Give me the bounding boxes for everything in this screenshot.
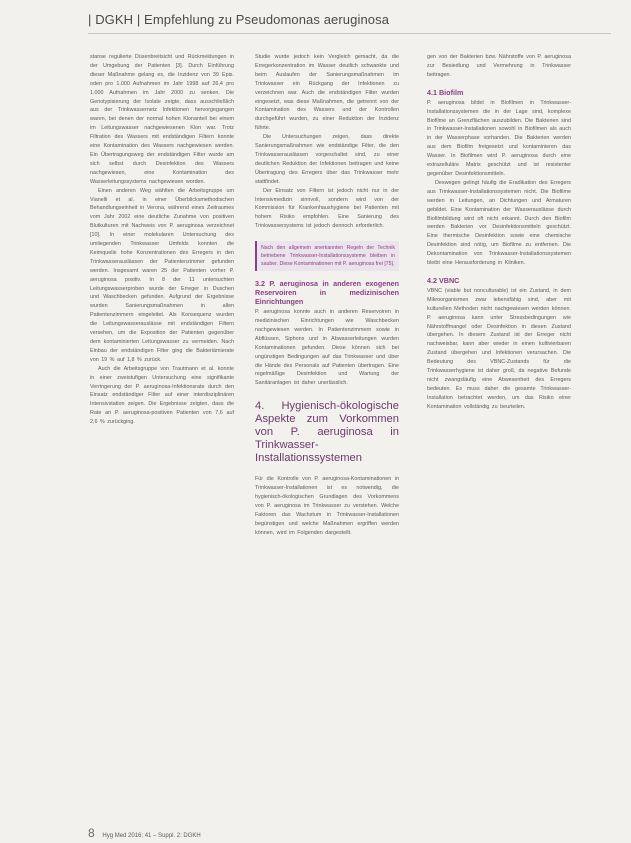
paragraph: P. aeruginosa bildet in Biofilmen in Trinkwasser-Installationssystemen die in der Lage sind, komplexe Biofilme an Grenzflächen auszubilden. Die Bakterien sind in Trinkwasser-Installationen sowohl in Biofilmen als auch in der Wasserphase vorhanden. Die Bakterien werden aus dem Biofilm freigesetzt und kontaminieren das Wasser. In Biofilmen wird P. aeruginosa durch eine extrazelluläre Matrix geschützt und ist resistenter gegenüber Desinfektionsmitteln. bbox=[427, 99, 571, 177]
header-divider bbox=[88, 33, 611, 34]
page-footer bbox=[88, 826, 201, 840]
section-heading-4-2: 4.2 VBNC bbox=[427, 275, 460, 285]
section-heading-3-2: 3.2 P. aeruginosa in anderen exogenen Reservoiren in medizinischen Einrichtungen bbox=[255, 279, 399, 307]
callout-box: Nach den allgemein anerkannten Regeln der Technik betriebene Trinkwasser-Installationssysteme bleiben in sauber. Diese Kontaminationen mit P. aeruginosa frei [75]. bbox=[255, 241, 399, 271]
column-left bbox=[90, 53, 234, 427]
page-header-title: | DGKH | Empfehlung zu Pseudomonas aeruginosa bbox=[88, 12, 390, 27]
paragraph: Einen anderen Weg wählten die Arbeitsgruppe um Vianelli et al. in einer Überblicksmethodischen Behandlungseinheit in Verona, während eines Zeitraumes vom Jahr 2002 eine deutliche Zunahme von positiven Blutkulturen mit Nachweis von P. aeruginosa verzeichnet [10]. In einer molekularen Untersuchung des umliegenden Trinkwasser Umfelds konnten die Keimquelle hohe Konzentrationen des Erregers in den Trinkwasserauslässen der Patientenzimmer gefunden werden. Insgesamt waren 25 der Patienten vorher P. aeruginosa positiv. In 8 der 11 untersuchten Leitungswasserproben wurde der Erreger in Duschen und Waschbecken gefunden. Aufgrund der Ergebnisse wurden Sanierungsmaßnahmen in allen Patientenzimmern eingeleitet. Als Konsequenz wurden die Leitungswasserauslässe mit endständigen Filtern versehen, um die Exposition der Patienten gegenüber dem kontaminierten Leitungswasser zu vermeiden. Nach Einbau der endständigen Filter ging die Bakteriämierate von 19 % auf 1,8 % zurück. bbox=[90, 187, 234, 363]
column-right bbox=[427, 53, 571, 412]
column-middle bbox=[255, 53, 399, 538]
journal-citation: Hyg Med 2016; 41 – Suppl. 2: DGKH bbox=[102, 833, 201, 839]
paragraph: Studie wurde jedoch kein Vergleich gemacht, da die Erregerkonzentration im Wasser deutlich schwankte und beim Auslaufen der Sanierungsmaßnahmen im Trinkwasser ein Rückgang der Infektionen zu verzeichnen war. Auch die endständigen Filter wurden eingesetzt, was diese Maßnahmen, die getrennt von der Kontamination des Wassers und der Kontrollen durchgeführt wurden, zu einer Reduktion der Inzidenz führte. bbox=[255, 54, 399, 132]
paragraph: Die Untersuchungen zeigen, dass direkte Sanierungsmaßnahmen wie endständige Filter, die den Trinkwasserauslässen vorgeschaltet sind, zu einer deutlichen Reduktion der Infektionen beitragen und keine Übertragung des Erregers über das Trinkwasser mehr stattfindet. bbox=[255, 134, 399, 185]
paragraph: Für die Kontrolle von P. aeruginosa-Kontaminationen in Trinkwasser-Installationen ist es notwendig, die hygienisch-ökologischen Grundlagen des Vorkommens von P. aeruginosa im Trinkwasser zu verstehen. Welche Faktoren das Wachstum in Trinkwasser-Installationen begünstigen und welche Maßnahmen ergriffen werden können, wird im Folgenden dargestellt. bbox=[255, 476, 399, 536]
page-number: 8 bbox=[88, 826, 95, 840]
paragraph: gen von der Bakterien bzw. Nährstoffe von P. aeruginosa zur Besiedlung und Vermehrung in Trinkwasser beitragen. bbox=[427, 54, 571, 78]
paragraph: Deswegen gelingt häufig die Eradikation des Erregers aus Trinkwasser-Installationssystemen nicht. Die Biofilme werden in Leitungen, an Dichtungen und Armaturen gebildet. Eine Kontamination der Wasserauslässe durch Biofilmbildung wird oft nicht erkannt. Durch den Biofilm werden Bakterien vor Desinfektionsmitteln geschützt. Eine thermische Desinfektion sowie eine chemische Desinfektion sind nötig, um Biofilme zu entfernen. Die Dekontamination von Trinkwasser-Installationssystemen bleibt eine Herausforderung in Kliniken. bbox=[427, 179, 571, 267]
paragraph: stanse regulierte Düsenbreitsicht und Rückmeldungen in der Umgebung der Patienten [3]. Durch Einführung dieser Maßnahme gelang es, die Inzidenz von 39 Epis. oden pro 1.000 Aufnahmen im Jahr 1998 auf 26,4 pro 1.000 Aufnahmen im Jahr 2000 zu senken. Die Genotypisierung der Isolate zeigte, dass ausschließlich aus der Trinkwassernetz Infektionen hervorgegangen waren, bei denen der normal hohen Klonanteil bei einem im Leitungswasser nachgewiesenen Klon war. Trotz Filtration des Wassers mit endständigen Filtern konnte eine Kontamination des Wassers nachgewiesen werden. Ein Übertragungsweg der endständigen Filter wurde am sich selbst durch Desinfektion des Wassers nachgewiesen, eine Kontamination des Wasserleitungssystems nachgewiesen worden. bbox=[90, 54, 234, 185]
paragraph: VBNC (viable but nonculturable) ist ein Zustand, in dem Mikroorganismen zwar lebensfähig sind, aber mit kulturellen Methoden nicht nachgewiesen werden können. P. aeruginosa kann unter Stressbedingungen wie Nährstoffmangel oder Desinfektion in diesen Zustand übergehen. In diesem Zustand ist der Erreger nicht nachweisbar, kann aber wieder in einen kultivierbaren Zustand übergehen und Infektionen verursachen. Die Bedeutung des VBNC-Zustands für die Trinkwasserhygiene ist daher groß, da negative Befunde nicht zwangsläufig eine Abwesenheit des Erregers bedeuten. Es muss daher die gesamte Trinkwasser-Installation betrachtet werden, um das Risiko einer Kontamination vollständig zu beurteilen. bbox=[427, 287, 571, 410]
paragraph: Auch die Arbeitsgruppe von Trautmann et al. konnte in einer zweistufigen Untersuchung eine signifikante Verringerung der P. aeruginosa-Infektionsrate durch den Einsatz endständiger Filter auf einer interdisziplinären Intensivstation zeigen. Die Ergebnisse zeigten, dass die Rate an P. aeruginosa-positiven Patienten von 7,6 auf 2,6 % zurückging. bbox=[90, 365, 234, 426]
paragraph: Der Einsatz von Filtern ist jedoch nicht nur in der Intensivmedizin sinnvoll, sondern wird von der Kommission für Krankenhaushygiene bei Patienten mit hohem Risiko empfohlen. Eine Sanierung des Trinkwassersystems ist jedoch dennoch erforderlich. bbox=[255, 187, 399, 230]
section-heading-4-1: 4.1 Biofilm bbox=[427, 87, 464, 97]
paragraph: P. aeruginosa konnte auch in anderen Reservoiren in medizinischen Einrichtungen wie Waschbecken nachgewiesen werden. In Patientenzimmern sowie in Abflüssen, Siphons und in Abwasserleitungen wurden Kontaminationen gefunden. Diese können sich bei ungünstigen Bedingungen auf das Trinkwasser und über die Hände des Personals auf Patienten übertragen. Eine regelmäßige Desinfektion und Wartung der Sanitäranlagen ist daher unerlässlich. bbox=[255, 309, 399, 387]
section-heading-4: 4. Hygienisch-ökologische Aspekte zum Vorkommen von P. aeruginosa in Trinkwasser-Installationssystemen bbox=[255, 400, 399, 465]
